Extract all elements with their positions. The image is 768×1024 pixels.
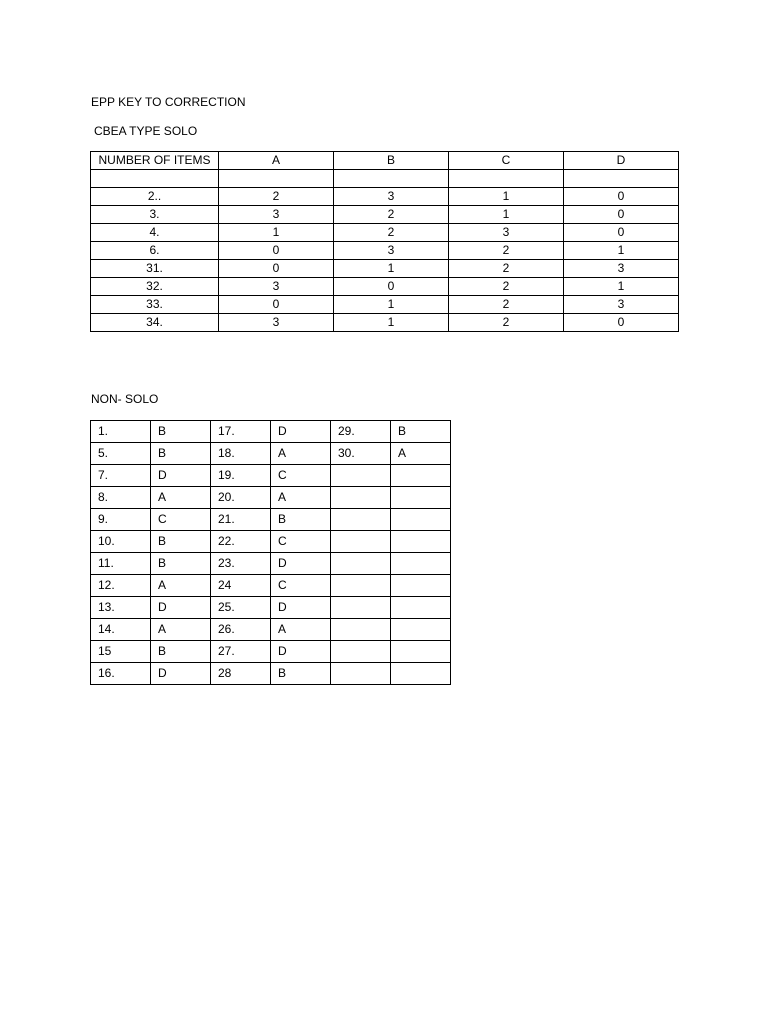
item-number-cell: 28 (211, 663, 271, 685)
answer-cell: B (151, 553, 211, 575)
table-cell: 2 (334, 224, 449, 242)
item-number-cell: 11. (91, 553, 151, 575)
table-cell: 0 (564, 188, 679, 206)
item-number-cell: 26. (211, 619, 271, 641)
item-number-cell (331, 597, 391, 619)
item-number-cell: 8. (91, 487, 151, 509)
answer-cell: A (271, 443, 331, 465)
table-cell: 0 (219, 296, 334, 314)
item-number-cell: 12. (91, 575, 151, 597)
item-number-cell (331, 509, 391, 531)
table-cell: 32. (91, 278, 219, 296)
answer-cell: A (151, 575, 211, 597)
table-cell: 3 (334, 188, 449, 206)
table-cell: 2 (449, 242, 564, 260)
header-b: B (334, 152, 449, 170)
table-cell: 0 (219, 242, 334, 260)
table-cell: 1 (564, 278, 679, 296)
item-number-cell: 29. (331, 421, 391, 443)
non-solo-answer-key-table (90, 420, 451, 685)
solo-answer-key-table (90, 151, 679, 332)
table-row (91, 487, 451, 509)
table-cell: 2.. (91, 188, 219, 206)
answer-cell: A (271, 487, 331, 509)
table-row (91, 641, 451, 663)
table-cell: 3 (219, 278, 334, 296)
table-row (91, 278, 679, 296)
header-a: A (219, 152, 334, 170)
answer-cell: D (271, 553, 331, 575)
item-number-cell: 21. (211, 509, 271, 531)
header-d: D (564, 152, 679, 170)
answer-cell: B (271, 509, 331, 531)
table-cell: 31. (91, 260, 219, 278)
table-cell: 1 (219, 224, 334, 242)
table-cell: 3 (449, 224, 564, 242)
table-cell: 2 (219, 188, 334, 206)
item-number-cell: 16. (91, 663, 151, 685)
table-row (91, 619, 451, 641)
item-number-cell: 5. (91, 443, 151, 465)
item-number-cell (331, 487, 391, 509)
table-cell: 3 (219, 206, 334, 224)
table-cell: 1 (449, 188, 564, 206)
answer-cell: B (151, 421, 211, 443)
answer-cell (391, 597, 451, 619)
table-row (91, 575, 451, 597)
answer-cell: B (151, 641, 211, 663)
item-number-cell: 17. (211, 421, 271, 443)
item-number-cell: 18. (211, 443, 271, 465)
answer-cell: C (271, 465, 331, 487)
table-row (91, 242, 679, 260)
table-cell: 0 (564, 224, 679, 242)
item-number-cell: 9. (91, 509, 151, 531)
table-row (91, 224, 679, 242)
table-cell: 33. (91, 296, 219, 314)
item-number-cell: 7. (91, 465, 151, 487)
answer-cell: B (151, 443, 211, 465)
table-row (91, 553, 451, 575)
table-cell: 0 (564, 314, 679, 332)
answer-cell: D (151, 597, 211, 619)
table-row (91, 421, 451, 443)
table-row (91, 465, 451, 487)
answer-cell (391, 531, 451, 553)
answer-cell: A (151, 619, 211, 641)
table-cell: 0 (564, 206, 679, 224)
answer-cell (391, 575, 451, 597)
answer-cell: C (271, 531, 331, 553)
answer-cell (391, 487, 451, 509)
answer-cell: B (151, 531, 211, 553)
table-cell (564, 170, 679, 188)
answer-cell: B (271, 663, 331, 685)
table-cell: 34. (91, 314, 219, 332)
header-number-of-items: NUMBER OF ITEMS (91, 152, 219, 170)
table-cell: 0 (334, 278, 449, 296)
table-row (91, 509, 451, 531)
item-number-cell: 10. (91, 531, 151, 553)
answer-cell: A (391, 443, 451, 465)
table-cell: 2 (449, 260, 564, 278)
item-number-cell: 25. (211, 597, 271, 619)
item-number-cell: 13. (91, 597, 151, 619)
table-cell: 1 (334, 260, 449, 278)
item-number-cell (331, 575, 391, 597)
item-number-cell: 22. (211, 531, 271, 553)
item-number-cell: 19. (211, 465, 271, 487)
table-cell (334, 170, 449, 188)
answer-cell: C (271, 575, 331, 597)
solo-section-title: CBEA TYPE SOLO (94, 124, 198, 138)
table-row (91, 531, 451, 553)
item-number-cell (331, 663, 391, 685)
table-row (91, 188, 679, 206)
table-row (91, 296, 679, 314)
table-cell: 3 (564, 296, 679, 314)
table-cell: 1 (449, 206, 564, 224)
answer-cell: D (271, 597, 331, 619)
item-number-cell: 27. (211, 641, 271, 663)
table-cell: 2 (449, 278, 564, 296)
table-row (91, 663, 451, 685)
table-cell (219, 170, 334, 188)
item-number-cell (331, 553, 391, 575)
table-cell: 1 (564, 242, 679, 260)
item-number-cell (331, 641, 391, 663)
table-cell (91, 170, 219, 188)
table-cell: 1 (334, 296, 449, 314)
answer-cell: D (151, 663, 211, 685)
item-number-cell: 23. (211, 553, 271, 575)
item-number-cell: 24 (211, 575, 271, 597)
table-cell: 2 (449, 296, 564, 314)
answer-cell (391, 619, 451, 641)
item-number-cell (331, 531, 391, 553)
answer-cell (391, 641, 451, 663)
table-cell: 2 (449, 314, 564, 332)
table-cell: 2 (334, 206, 449, 224)
answer-cell (391, 465, 451, 487)
item-number-cell: 14. (91, 619, 151, 641)
item-number-cell: 20. (211, 487, 271, 509)
answer-cell: A (151, 487, 211, 509)
item-number-cell (331, 619, 391, 641)
table-cell: 4. (91, 224, 219, 242)
table-row (91, 206, 679, 224)
table-cell (449, 170, 564, 188)
table-row (91, 314, 679, 332)
non-solo-section-title: NON- SOLO (91, 392, 159, 406)
table-cell: 1 (334, 314, 449, 332)
table-row (91, 443, 451, 465)
table-cell: 3. (91, 206, 219, 224)
answer-cell (391, 553, 451, 575)
item-number-cell: 30. (331, 443, 391, 465)
answer-cell: D (151, 465, 211, 487)
header-c: C (449, 152, 564, 170)
table-cell: 6. (91, 242, 219, 260)
answer-cell: A (271, 619, 331, 641)
table-cell: 3 (219, 314, 334, 332)
answer-cell: D (271, 641, 331, 663)
answer-cell: B (391, 421, 451, 443)
table-cell: 0 (219, 260, 334, 278)
item-number-cell: 1. (91, 421, 151, 443)
answer-cell (391, 509, 451, 531)
solo-header-row (91, 152, 679, 170)
answer-cell: C (151, 509, 211, 531)
item-number-cell (331, 465, 391, 487)
table-cell: 3 (564, 260, 679, 278)
document-title: EPP KEY TO CORRECTION (91, 95, 246, 109)
answer-cell: D (271, 421, 331, 443)
table-row (91, 170, 679, 188)
table-row (91, 597, 451, 619)
table-cell: 3 (334, 242, 449, 260)
answer-cell (391, 663, 451, 685)
table-row (91, 260, 679, 278)
item-number-cell: 15 (91, 641, 151, 663)
